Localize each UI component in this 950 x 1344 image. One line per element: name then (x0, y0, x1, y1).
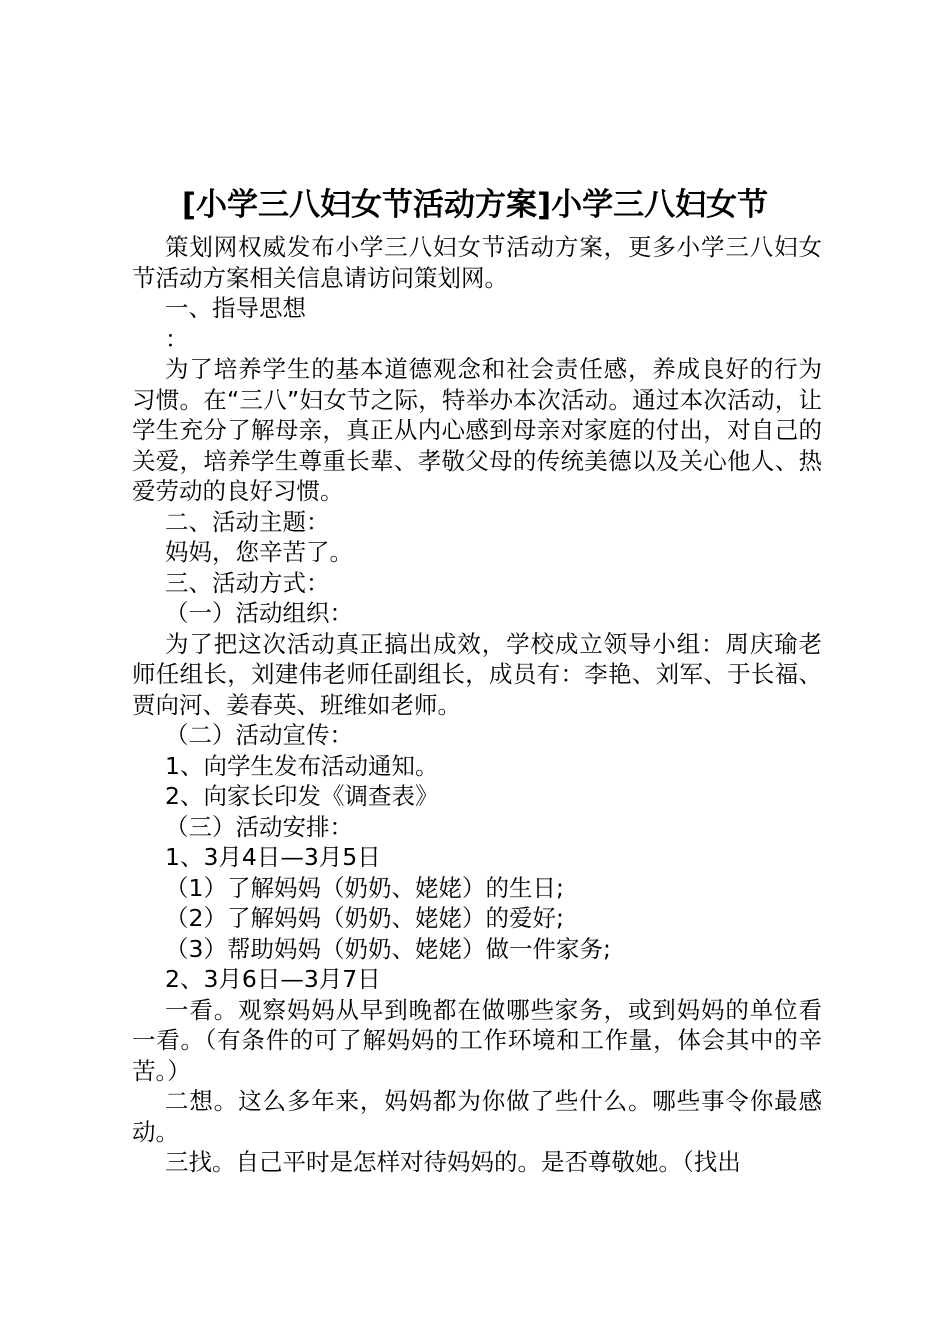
subheading-publicity: （二）活动宣传： (165, 721, 353, 749)
list-item: 1、向学生发布活动通知。 (165, 751, 439, 780)
colon-line: ： (165, 324, 189, 353)
document-body (132, 232, 822, 1178)
list-item: （1）了解妈妈（奶奶、姥姥）的生日; (165, 873, 564, 902)
step-think-paragraph: 二想。这么多年来，妈妈都为你做了些什么。哪些事令你最感动。 (132, 1087, 822, 1146)
section-heading-theme: 二、活动主题： (165, 507, 330, 536)
list-item: 2、3月6日—3月7日 (165, 965, 381, 993)
intro-paragraph: 策划网权威发布小学三八妇女节活动方案，更多小学三八妇女节活动方案相关信息请访问策划网。 (132, 233, 822, 292)
list-item: （3）帮助妈妈（奶奶、姥姥）做一件家务; (165, 934, 611, 963)
theme-paragraph: 妈妈，您辛苦了。 (165, 538, 353, 566)
step-look-paragraph: 一看。观察妈妈从早到晚都在做哪些家务，或到妈妈的单位看一看。（有条件的可了解妈妈的工作环境和工作量，体会其中的辛苦。） (132, 995, 822, 1085)
subheading-organization: （一）活动组织： (165, 599, 353, 627)
organization-paragraph: 为了把这次活动真正搞出成效，学校成立领导小组：周庆瑜老师任组长，刘建伟老师任副组长，成员有：李艳、刘军、于长福、贾向河、姜春英、班维如老师。 (132, 629, 822, 719)
document-title: [小学三八妇女节活动方案]小学三八妇女节 (181, 187, 769, 223)
guiding-thought-paragraph: 为了培养学生的基本道德观念和社会责任感，养成良好的行为习惯。在“三八”妇女节之际，特举办本次活动。通过本次活动，让学生充分了解母亲，真正从内心感到母亲对家庭的付出，对自己的关爱，培养学生尊重长辈、孝敬父母的传统美德以及关心他人、热爱劳动的良好习惯。 (132, 355, 822, 505)
list-item: 1、3月4日—3月5日 (165, 843, 381, 871)
list-item: 2、向家长印发《调查表》 (165, 782, 439, 810)
subheading-arrangement: （三）活动安排： (165, 812, 353, 841)
section-heading-method: 三、活动方式： (165, 568, 330, 597)
section-heading-guiding-thought: 一、指导思想 (165, 294, 306, 322)
step-find-paragraph: 三找。自己平时是怎样对待妈妈的。是否尊敬她。（找出 (165, 1148, 741, 1176)
list-item: （2）了解妈妈（奶奶、姥姥）的爱好; (165, 904, 564, 932)
